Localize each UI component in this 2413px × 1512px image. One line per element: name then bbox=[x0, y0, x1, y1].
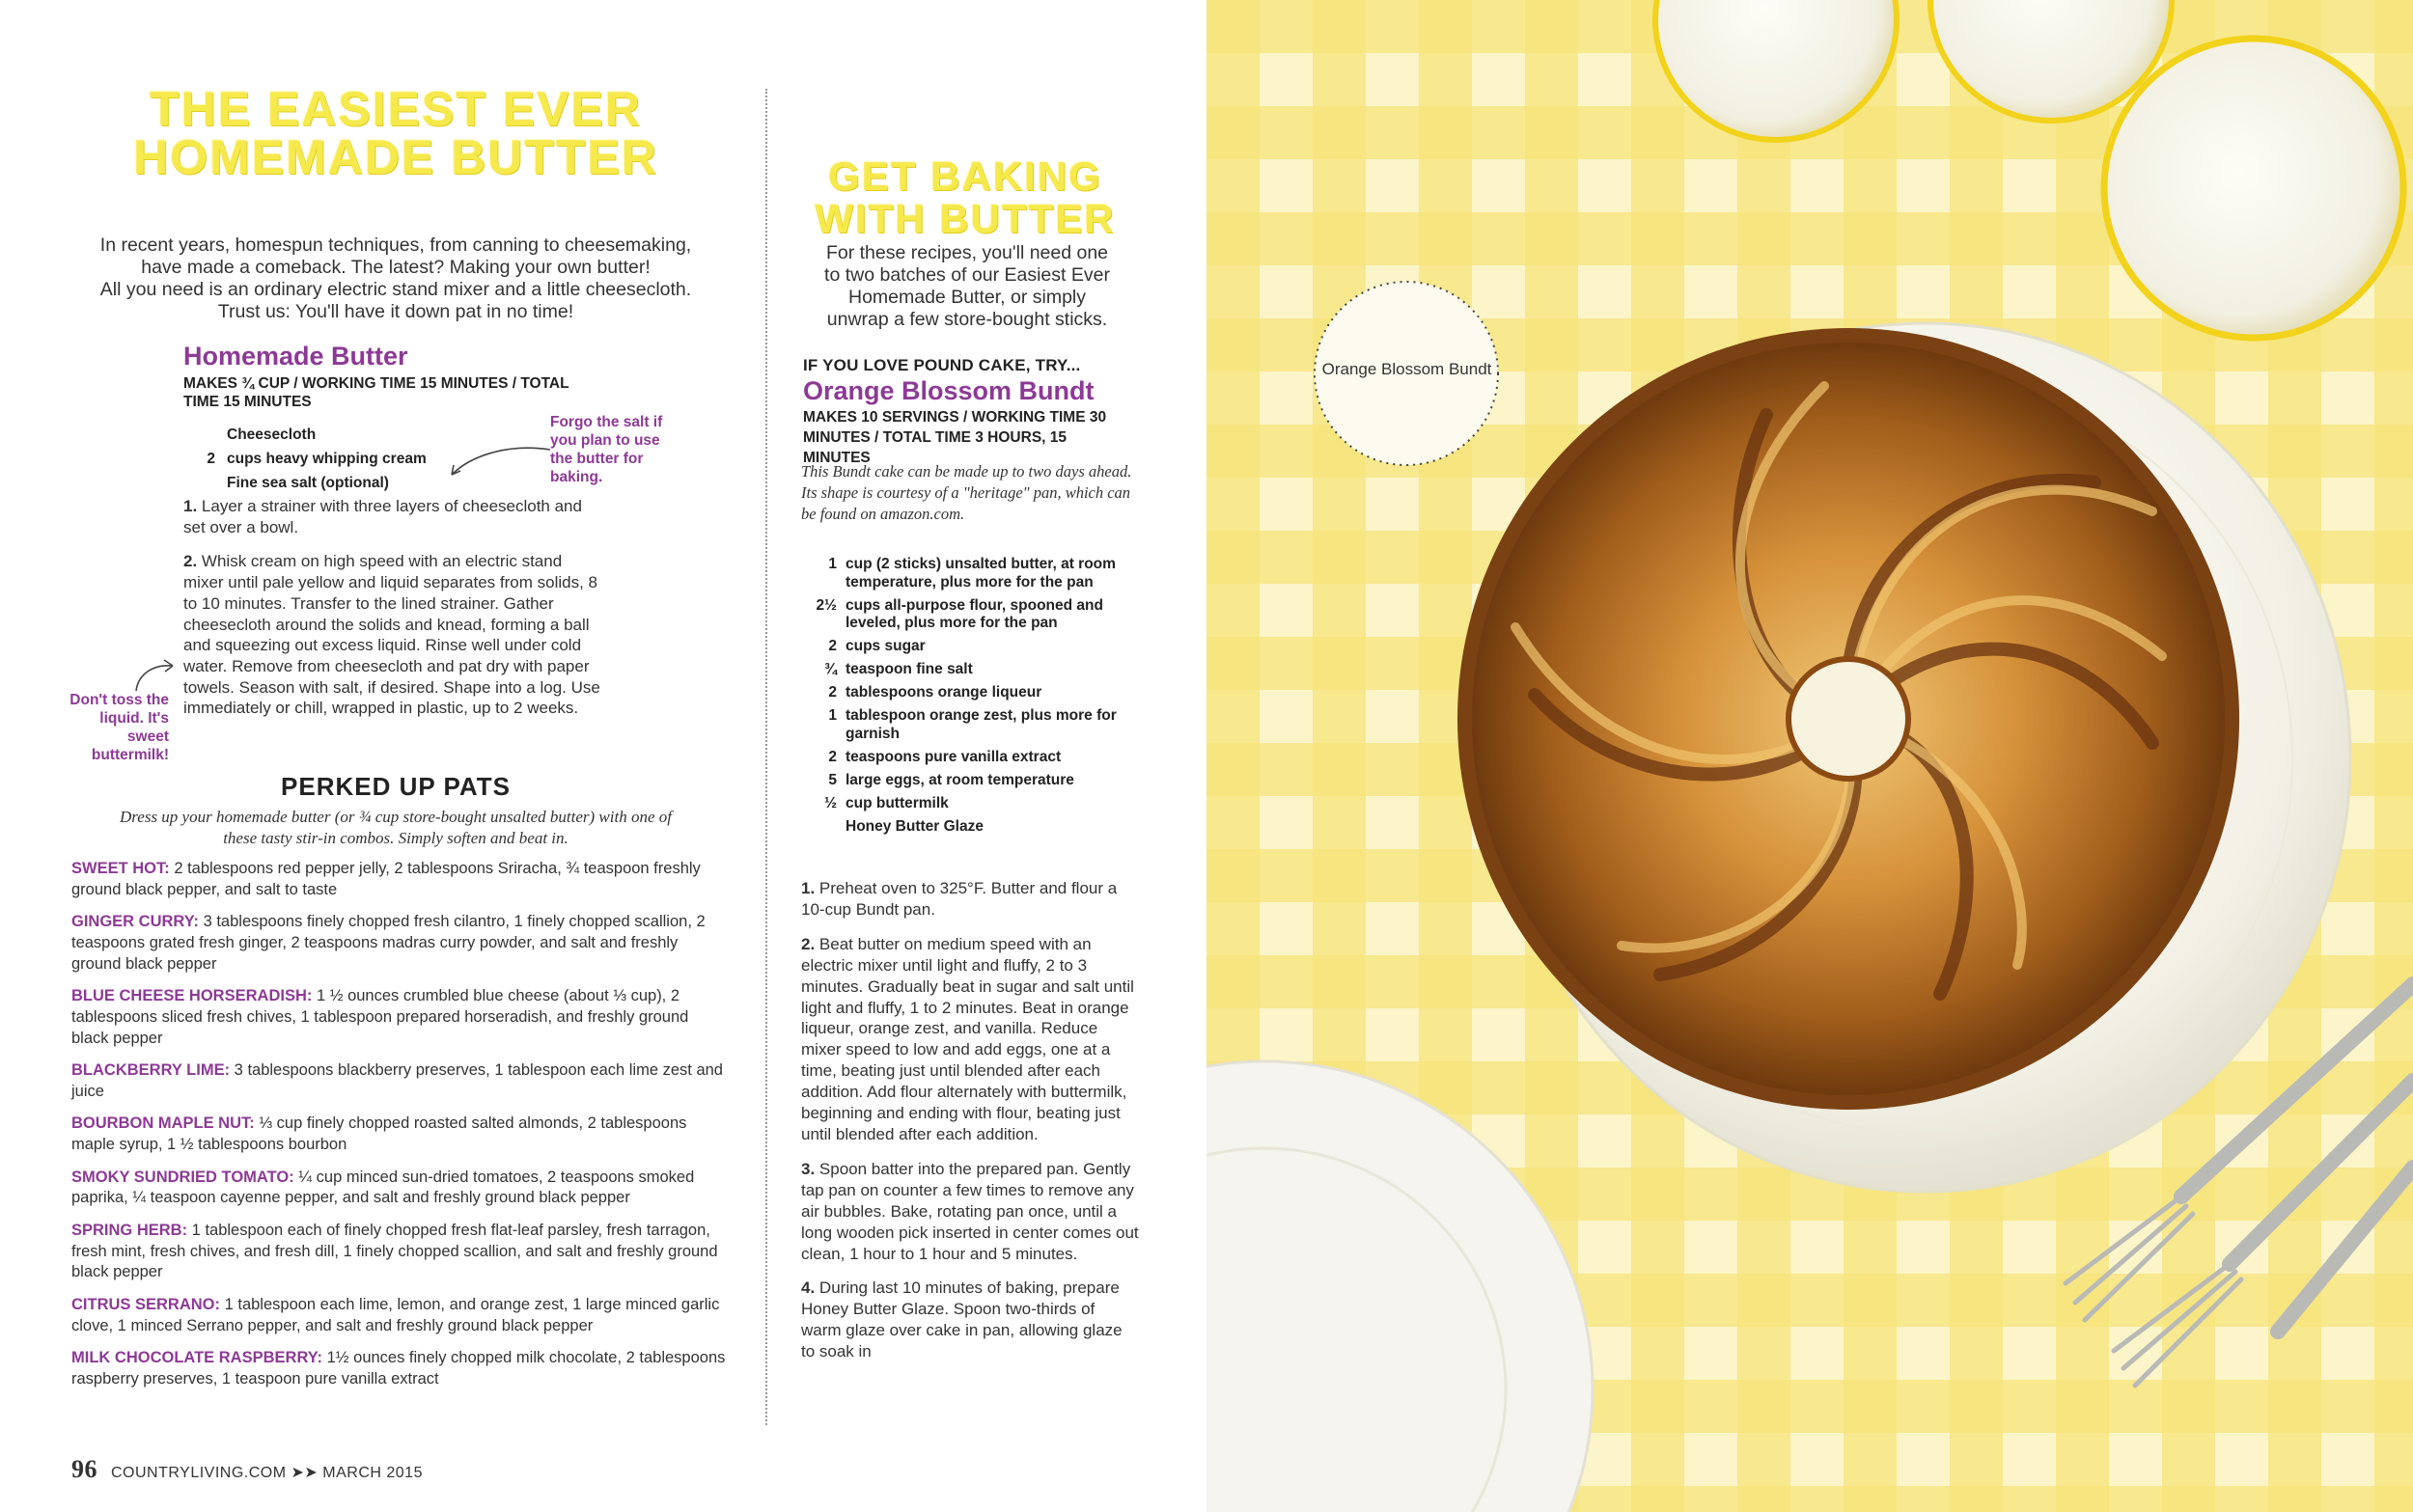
butter-combos-list bbox=[71, 859, 728, 1401]
recipe-step bbox=[801, 1159, 1139, 1265]
ingredient-row bbox=[183, 423, 483, 447]
ingredient-row bbox=[803, 795, 1141, 813]
curved-arrow-icon bbox=[130, 656, 179, 695]
ingredient-qty: 2 bbox=[828, 684, 837, 701]
combo-name: BLACKBERRY LIME: bbox=[71, 1061, 231, 1080]
ingredient-row bbox=[803, 818, 1141, 837]
step-number: 1. bbox=[183, 497, 198, 515]
homemade-butter-steps bbox=[183, 496, 603, 732]
ingredient-text: cups all-purpose flour, spooned and leveled, plus more for the pan bbox=[846, 596, 1103, 631]
ingredient-row bbox=[183, 471, 483, 495]
ingredient-qty: 5 bbox=[828, 771, 837, 788]
bundt-cake bbox=[1443, 309, 2254, 1119]
cake-label-text: Orange Blossom Bundt bbox=[1321, 360, 1492, 378]
ingredient-qty: 1 bbox=[828, 707, 837, 724]
ingredient-text: cup (2 sticks) unsalted butter, at room temperature, plus more for the pan bbox=[846, 556, 1116, 591]
combo-text: 3 tablespoons finely chopped fresh cilantro, 1 finely chopped scallion, 2 teaspoons grated fresh ginger, 2 teaspoons madras curry powder, and salt and freshly ground black pepper bbox=[71, 913, 706, 973]
ingredient-text: Cheesecloth bbox=[227, 426, 317, 443]
orange-blossom-steps bbox=[801, 878, 1139, 1376]
ingredient-row bbox=[183, 447, 483, 471]
combo-text: 3 tablespoons blackberry preserves, 1 tablespoon each lime zest and juice bbox=[71, 1061, 723, 1100]
page-number: 96 bbox=[71, 1455, 97, 1483]
combo-name: SMOKY SUNDRIED TOMATO: bbox=[71, 1168, 294, 1186]
combo-item bbox=[71, 859, 728, 901]
ingredient-text: cup buttermilk bbox=[846, 794, 949, 811]
orange-blossom-title: Orange Blossom Bundt bbox=[803, 376, 1095, 405]
recipe-step bbox=[183, 496, 603, 537]
ingredient-text: tablespoons orange liqueur bbox=[846, 684, 1042, 701]
photo-illustration bbox=[1206, 0, 2413, 1512]
orange-blossom-yield: MAKES 10 SERVINGS / WORKING TIME 30 MINUTES / TOTAL TIME 3 HOURS, 15 MINUTES bbox=[803, 409, 1107, 466]
step-number: 2. bbox=[801, 934, 816, 953]
homemade-butter-title: Homemade Butter bbox=[183, 342, 408, 371]
ingredient-qty: 2 bbox=[828, 748, 837, 765]
ingredient-qty: 2½ bbox=[816, 596, 837, 614]
ingredient-row bbox=[803, 597, 1141, 633]
left-page bbox=[0, 0, 1206, 1512]
combo-item bbox=[71, 1348, 728, 1390]
combo-name: SPRING HERB: bbox=[71, 1221, 188, 1239]
combo-name: BLUE CHEESE HORSERADISH: bbox=[71, 987, 313, 1005]
orange-blossom-description: This Bundt cake can be made up to two days ahead. Its shape is courtesy of a "heritage" pan, which can be found on amazon.com. bbox=[801, 462, 1132, 523]
perked-up-pats-title: PERKED UP PATS bbox=[281, 772, 511, 801]
pound-cake-kicker: IF YOU LOVE POUND CAKE, TRY... bbox=[803, 356, 1081, 374]
ingredient-row bbox=[803, 772, 1141, 790]
step-text: Spoon batter into the prepared pan. Gently tap pan on counter a few times to remove any air bubbles. Bake, rotating pan once, until a long wooden pick inserted in center comes out clean, 1 hour to 1 hour and 5 minutes. bbox=[801, 1159, 1139, 1263]
buttermilk-tip-note: Don't toss the liquid. It's sweet buttermilk! bbox=[69, 692, 169, 763]
combo-name: MILK CHOCOLATE RASPBERRY: bbox=[71, 1348, 323, 1366]
get-baking-intro bbox=[803, 242, 1131, 331]
intro-line: Homemade Butter, or simply bbox=[847, 287, 1086, 308]
ingredient-text: tablespoon orange zest, plus more for garnish bbox=[846, 707, 1117, 742]
intro-line: All you need is an ordinary electric stand mixer and a little cheesecloth. bbox=[99, 279, 692, 300]
intro-paragraph bbox=[72, 234, 719, 323]
combo-name: SWEET HOT: bbox=[71, 860, 170, 877]
bundt-cake-photo bbox=[1206, 0, 2413, 1512]
ingredient-text: large eggs, at room temperature bbox=[846, 771, 1074, 788]
step-text: Beat butter on medium speed with an electric mixer until light and fluffy, 2 to 3 minutes. Gradually beat in sugar and salt until light and fluffy, 1 to 2 minutes. Beat in orange liqueur, orange zest, and vanilla. Reduce mixer speed to low and add eggs, one at a time, beating just until blended after each addition. Add flour alternately with buttermilk, beginning and ending with flour, beating just until blended after each addition. bbox=[801, 934, 1134, 1143]
combo-name: BOURBON MAPLE NUT: bbox=[71, 1114, 255, 1133]
step-number: 2. bbox=[183, 552, 198, 571]
column-divider bbox=[765, 89, 767, 1425]
ingredient-text: cups sugar bbox=[846, 638, 926, 654]
ingredient-text: teaspoon fine salt bbox=[846, 661, 973, 677]
page-folio bbox=[71, 1455, 423, 1484]
milk-glass bbox=[2104, 39, 2403, 338]
ingredient-text: cups heavy whipping cream bbox=[227, 450, 427, 467]
combo-text: 1½ ounces finely chopped milk chocolate, 2 tablespoons raspberry preserves, 1 teaspoon pure vanilla extract bbox=[71, 1348, 726, 1388]
ingredient-row bbox=[803, 749, 1141, 767]
ingredient-qty: 1 bbox=[828, 556, 837, 572]
recipe-step bbox=[801, 1278, 1139, 1362]
intro-line: have made a comeback. The latest? Making your own butter! bbox=[141, 257, 651, 278]
combo-item bbox=[71, 1113, 728, 1156]
intro-line: For these recipes, you'll need one bbox=[825, 242, 1109, 263]
combo-text: ⅓ cup finely chopped roasted salted almonds, 2 tablespoons maple syrup, 1 ½ tablespoons bourbon bbox=[71, 1114, 687, 1154]
intro-line: to two batches of our Easiest Ever bbox=[824, 264, 1110, 286]
step-number: 3. bbox=[801, 1159, 816, 1178]
step-number: 1. bbox=[801, 879, 816, 897]
combo-item bbox=[71, 912, 728, 975]
combo-text: 1 tablespoon each of finely chopped fresh flat-leaf parsley, fresh tarragon, fresh mint, fresh chives, and fresh dill, 1 finely chopped scallion, and salt and freshly ground black pepper bbox=[71, 1221, 718, 1281]
combo-name: GINGER CURRY: bbox=[71, 913, 199, 931]
intro-line: In recent years, homespun techniques, from canning to cheesemaking, bbox=[99, 234, 692, 256]
ingredient-row bbox=[803, 556, 1141, 591]
ingredient-qty: ½ bbox=[824, 794, 837, 811]
combo-text: 2 tablespoons red pepper jelly, 2 tablespoons Sriracha, ¾ teaspoon freshly ground black pepper, and salt to taste bbox=[71, 860, 701, 898]
step-text: Whisk cream on high speed with an electric stand mixer until pale yellow and liquid separates from solids, 8 to 10 minutes. Transfer to the lined strainer. Gather cheesecloth around the solids and knead, forming a ball and squeezing out excess liquid. Rinse well under cold water. Remove from cheesecloth and pat dry with paper towels. Season with salt, if desired. Shape into a log. Use immediately or chill, wrapped in plastic, up to 2 weeks. bbox=[183, 552, 600, 718]
salt-tip-note: Forgo the salt if you plan to use the butter for baking. bbox=[550, 414, 663, 485]
ingredient-row bbox=[803, 684, 1141, 702]
combo-text: 1 ½ ounces crumbled blue cheese (about ⅓ cup), 2 tablespoons sliced fresh chives, 1 tablespoon prepared horseradish, and freshly ground black pepper bbox=[71, 987, 689, 1047]
recipe-step bbox=[801, 878, 1139, 921]
orange-blossom-ingredients bbox=[803, 556, 1141, 841]
ingredient-qty: ¾ bbox=[824, 661, 837, 677]
ingredient-text: Honey Butter Glaze bbox=[846, 817, 984, 835]
step-text: During last 10 minutes of baking, prepare Honey Butter Glaze. Spoon two-thirds of warm glaze over cake in pan, allowing glaze to soak in bbox=[801, 1278, 1123, 1361]
step-text: Layer a strainer with three layers of cheesecloth and set over a bowl. bbox=[183, 497, 582, 536]
step-number: 4. bbox=[801, 1278, 816, 1298]
intro-line: unwrap a few store-bought sticks. bbox=[826, 309, 1108, 330]
combo-item bbox=[71, 1295, 728, 1337]
ingredient-qty bbox=[803, 818, 846, 837]
step-text: Preheat oven to 325°F. Butter and flour a 10-cup Bundt pan. bbox=[801, 879, 1118, 919]
homemade-butter-yield: MAKES ¾ CUP / WORKING TIME 15 MINUTES / TOTAL TIME 15 MINUTES bbox=[183, 375, 569, 410]
perked-up-pats-intro: Dress up your homemade butter (or ¾ cup store-bought unsalted butter) with one of these tasty stir-in combos. Simply soften and beat in. bbox=[120, 808, 672, 847]
combo-text: 1 tablespoon each lime, lemon, and orange zest, 1 large minced garlic clove, 1 minced Serrano pepper, and salt and freshly ground black pepper bbox=[71, 1295, 720, 1334]
ingredient-text: Fine sea salt (optional) bbox=[227, 474, 389, 491]
ingredient-qty: 2 bbox=[207, 450, 215, 467]
homemade-butter-ingredients bbox=[183, 423, 483, 495]
combo-item bbox=[71, 986, 728, 1049]
combo-item bbox=[71, 1168, 728, 1210]
combo-item bbox=[71, 1221, 728, 1283]
combo-item bbox=[71, 1060, 728, 1103]
folio-text: COUNTRYLIVING.COM ➤➤ MARCH 2015 bbox=[111, 1465, 423, 1481]
ingredient-qty: 2 bbox=[828, 638, 837, 654]
ingredient-text: teaspoons pure vanilla extract bbox=[846, 748, 1062, 765]
get-baking-headline: GET BAKING WITH BUTTER bbox=[815, 153, 1116, 241]
ingredient-row bbox=[803, 707, 1141, 743]
recipe-step bbox=[801, 934, 1139, 1145]
intro-line: Trust us: You'll have it down pat in no time! bbox=[217, 301, 574, 322]
ingredient-row bbox=[803, 638, 1141, 656]
main-headline: THE EASIEST EVER HOMEMADE BUTTER bbox=[133, 82, 658, 184]
combo-name: CITRUS SERRANO: bbox=[71, 1295, 221, 1313]
ingredient-row bbox=[803, 661, 1141, 679]
curved-arrow-icon bbox=[444, 444, 555, 482]
recipe-step bbox=[183, 551, 603, 719]
combo-text: ¼ cup minced sun-dried tomatoes, 2 teaspoons smoked paprika, ¼ teaspoon cayenne pepper, and salt and freshly ground black pepper bbox=[71, 1168, 695, 1207]
